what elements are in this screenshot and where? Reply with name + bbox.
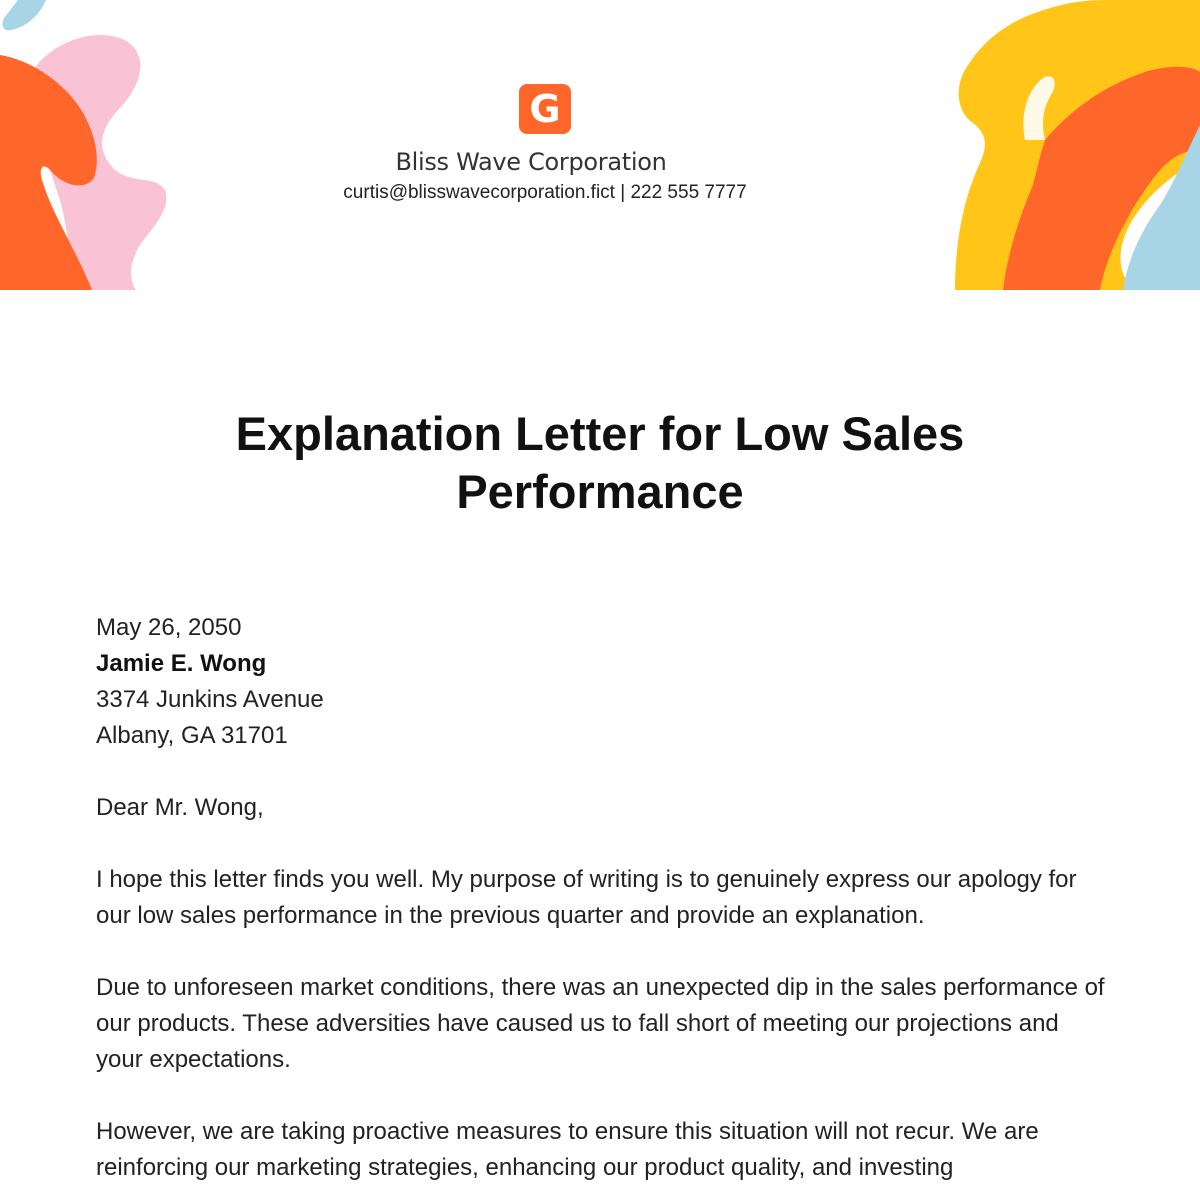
company-logo-icon [519, 84, 571, 134]
recipient-city: Albany, GA 31701 [96, 722, 288, 749]
salutation: Dear Mr. Wong, [96, 794, 264, 821]
decorative-blob-right [955, 0, 1200, 290]
letterhead [0, 0, 1200, 290]
recipient-name: Jamie E. Wong [96, 650, 267, 677]
paragraph: I hope this letter finds you well. My purpose of writing is to genuinely express our apology for our low sales performance in the previous quarter and provide an explanation. [96, 866, 1077, 929]
document-title: Explanation Letter for Low Sales Performance [235, 407, 965, 518]
paragraph: However, we are taking proactive measures to ensure this situation will not recur. We are reinforcing our marketing strategies, enhancing our product quality, and investing [96, 1118, 1039, 1181]
logo-letter: G [529, 87, 561, 131]
company-name: Bliss Wave Corporation [395, 148, 667, 176]
spacer [96, 754, 1106, 790]
letter-date: May 26, 2050 [96, 614, 242, 641]
company-contact: curtis@blisswavecorporation.fict | 222 555 7777 [343, 182, 747, 203]
spacer [96, 826, 1106, 862]
paragraph: Due to unforeseen market conditions, there was an unexpected dip in the sales performance of our products. These adversities have caused us to fall short of meeting our projections and your expectations. [96, 974, 1105, 1073]
decorative-blob-left [0, 0, 175, 290]
letter-body [96, 610, 1106, 1186]
recipient-street: 3374 Junkins Avenue [96, 686, 324, 713]
spacer [96, 1078, 1106, 1114]
spacer [96, 934, 1106, 970]
